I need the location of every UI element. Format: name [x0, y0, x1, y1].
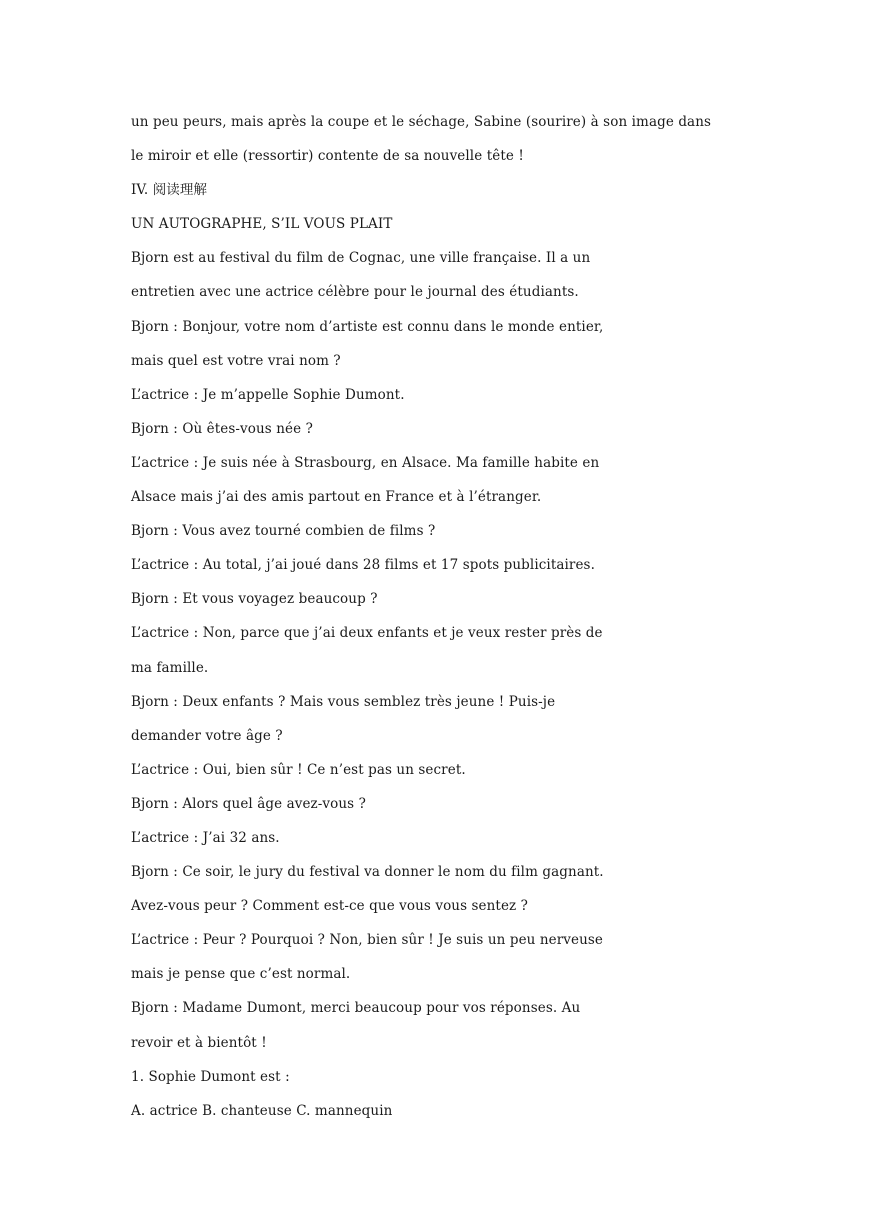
dialogue-line: mais je pense que c’est normal.	[131, 966, 351, 983]
text-line: le miroir et elle (ressortir) contente de sa nouvelle tête !	[131, 148, 524, 165]
text-line: un peu peurs, mais après la coupe et le séchage, Sabine (sourire) à son image dans	[131, 114, 712, 130]
dialogue-line: L’actrice : Au total, j’ai joué dans 28 films et 17 spots publicitaires.	[131, 557, 595, 574]
dialogue-line: mais quel est votre vrai nom ?	[131, 352, 341, 369]
answer-options-line: A. actrice B. chanteuse C. mannequin	[131, 1102, 393, 1119]
dialogue-line: Alsace mais j’ai des amis partout en France et à l’étranger.	[131, 489, 542, 506]
dialogue-line: Avez-vous peur ? Comment est-ce que vous vous sentez ?	[131, 898, 528, 915]
dialogue-line: Bjorn : Ce soir, le jury du festival va donner le nom du film gagnant.	[131, 864, 604, 881]
text-line: Bjorn est au festival du film de Cognac, une ville française. Il a un	[131, 250, 591, 267]
text-line: entretien avec une actrice célèbre pour le journal des étudiants.	[131, 284, 579, 301]
dialogue-line: Bjorn : Et vous voyagez beaucoup ?	[131, 591, 378, 608]
section-heading: IV. 阅读理解	[131, 182, 208, 199]
dialogue-line: Bjorn : Alors quel âge avez-vous ?	[131, 795, 366, 812]
dialogue-line: Bjorn : Vous avez tourné combien de films ?	[131, 523, 436, 540]
dialogue-line: revoir et à bientôt !	[131, 1034, 267, 1051]
dialogue-line: L’actrice : Je suis née à Strasbourg, en Alsace. Ma famille habite en	[131, 454, 600, 471]
dialogue-line: Bjorn : Deux enfants ? Mais vous semblez très jeune ! Puis-je	[131, 693, 556, 710]
dialogue-line: Bjorn : Madame Dumont, merci beaucoup pour vos réponses. Au	[131, 1000, 581, 1017]
question-line: 1. Sophie Dumont est :	[131, 1068, 290, 1085]
dialogue-line: L’actrice : Peur ? Pourquoi ? Non, bien sûr ! Je suis un peu nerveuse	[131, 932, 604, 949]
document-body	[131, 110, 831, 1133]
dialogue-line: L’actrice : J’ai 32 ans.	[131, 829, 280, 846]
passage-title: UN AUTOGRAPHE, S’IL VOUS PLAIT	[131, 216, 393, 233]
dialogue-line: ma famille.	[131, 659, 209, 676]
dialogue-line: L’actrice : Oui, bien sûr ! Ce n’est pas un secret.	[131, 761, 466, 778]
dialogue-line: Bjorn : Où êtes-vous née ?	[131, 420, 313, 437]
dialogue-line: L’actrice : Je m’appelle Sophie Dumont.	[131, 386, 405, 403]
dialogue-line: Bjorn : Bonjour, votre nom d’artiste est connu dans le monde entier,	[131, 318, 604, 335]
dialogue-line: demander votre âge ?	[131, 727, 283, 744]
dialogue-line: L’actrice : Non, parce que j’ai deux enfants et je veux rester près de	[131, 625, 603, 642]
